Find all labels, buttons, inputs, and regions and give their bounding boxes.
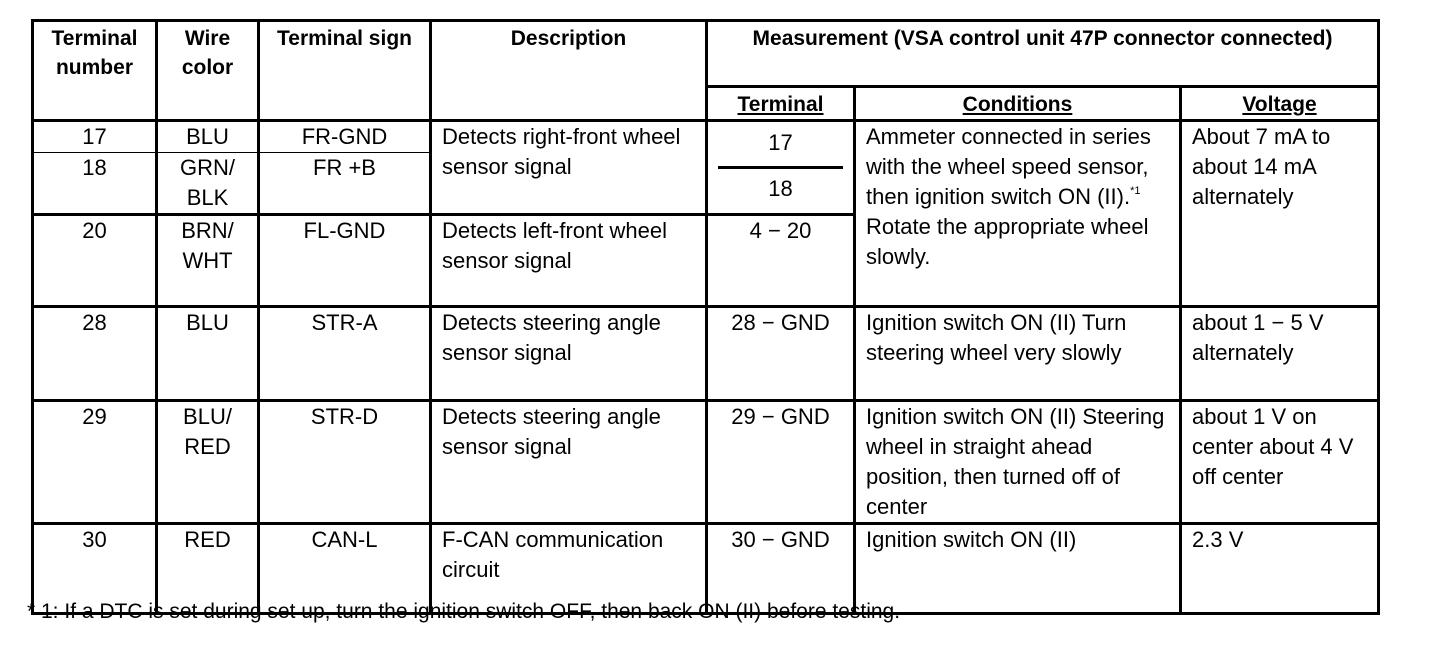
terminal-number-cell: 30 (33, 524, 157, 614)
conditions-extra: Rotate the appropriate wheel slowly. (866, 214, 1149, 269)
description-cell: Detects right-front wheel sensor signal (431, 121, 707, 215)
header-measurement: Measurement (VSA control unit 47P connector connected) (707, 21, 1379, 87)
header-wire-color: Wire color (157, 21, 259, 121)
table-row (33, 401, 1379, 524)
wire-color-cell: BLU (157, 307, 259, 401)
measure-terminal-cell (707, 121, 855, 215)
terminal-number-cell: 18 (33, 153, 157, 215)
voltage-cell: 2.3 V (1181, 524, 1379, 614)
conditions-cell: Ignition switch ON (II) (855, 524, 1181, 614)
conditions-cell: Ignition switch ON (II) Turn steering wheel very slowly (855, 307, 1181, 401)
terminal-sign-cell: FR-GND (259, 121, 431, 153)
terminal-number-cell: 20 (33, 215, 157, 307)
wire-color-cell: BRN/ WHT (157, 215, 259, 307)
conditions-text: Ammeter connected in series with the wheel speed sensor, then ignition switch ON (II). (866, 124, 1151, 209)
footnote: * 1: If a DTC is set during set up, turn the ignition switch OFF, then back ON (II) before testing. (27, 600, 901, 623)
table-row (33, 307, 1379, 401)
header-terminal-number: Terminal number (33, 21, 157, 121)
terminal-number-cell: 29 (33, 401, 157, 524)
header-voltage: Voltage (1181, 87, 1379, 121)
conditions-cell: Ignition switch ON (II) Steering wheel in straight ahead position, then turned off of center (855, 401, 1181, 524)
header-terminal-sign: Terminal sign (259, 21, 431, 121)
terminal-sign-cell: STR-D (259, 401, 431, 524)
measure-terminal-cell: 29 − GND (707, 401, 855, 524)
header-description: Description (431, 21, 707, 121)
description-cell: Detects steering angle sensor signal (431, 401, 707, 524)
wire-color-cell: BLU (157, 121, 259, 153)
wire-color-cell: GRN/ BLK (157, 153, 259, 215)
terminal-sign-cell: CAN-L (259, 524, 431, 614)
measure-terminal-cell: 4 − 20 (707, 215, 855, 307)
wire-color-cell: BLU/ RED (157, 401, 259, 524)
connector-spec-table (31, 19, 1380, 615)
table-row (33, 121, 1379, 153)
description-cell: Detects left-front wheel sensor signal (431, 215, 707, 307)
footnote-ref: *1 (1130, 185, 1141, 197)
terminal-sign-cell: STR-A (259, 307, 431, 401)
header-conditions: Conditions (855, 87, 1181, 121)
terminal-number-cell: 17 (33, 121, 157, 153)
voltage-cell: About 7 mA to about 14 mA alternately (1181, 121, 1379, 307)
voltage-cell: about 1 − 5 V alternately (1181, 307, 1379, 401)
wire-color-cell: RED (157, 524, 259, 614)
description-cell: F-CAN communication circuit (431, 524, 707, 614)
voltage-cell: about 1 V on center about 4 V off center (1181, 401, 1379, 524)
measure-terminal-18: 18 (768, 176, 793, 201)
conditions-cell (855, 121, 1181, 307)
header-terminal: Terminal (707, 87, 855, 121)
measure-terminal-cell: 28 − GND (707, 307, 855, 401)
description-cell: Detects steering angle sensor signal (431, 307, 707, 401)
terminal-sign-cell: FR +B (259, 153, 431, 215)
terminal-number-cell: 28 (33, 307, 157, 401)
measure-terminal-17: 17 (718, 122, 843, 169)
terminal-sign-cell: FL-GND (259, 215, 431, 307)
measure-terminal-cell: 30 − GND (707, 524, 855, 614)
